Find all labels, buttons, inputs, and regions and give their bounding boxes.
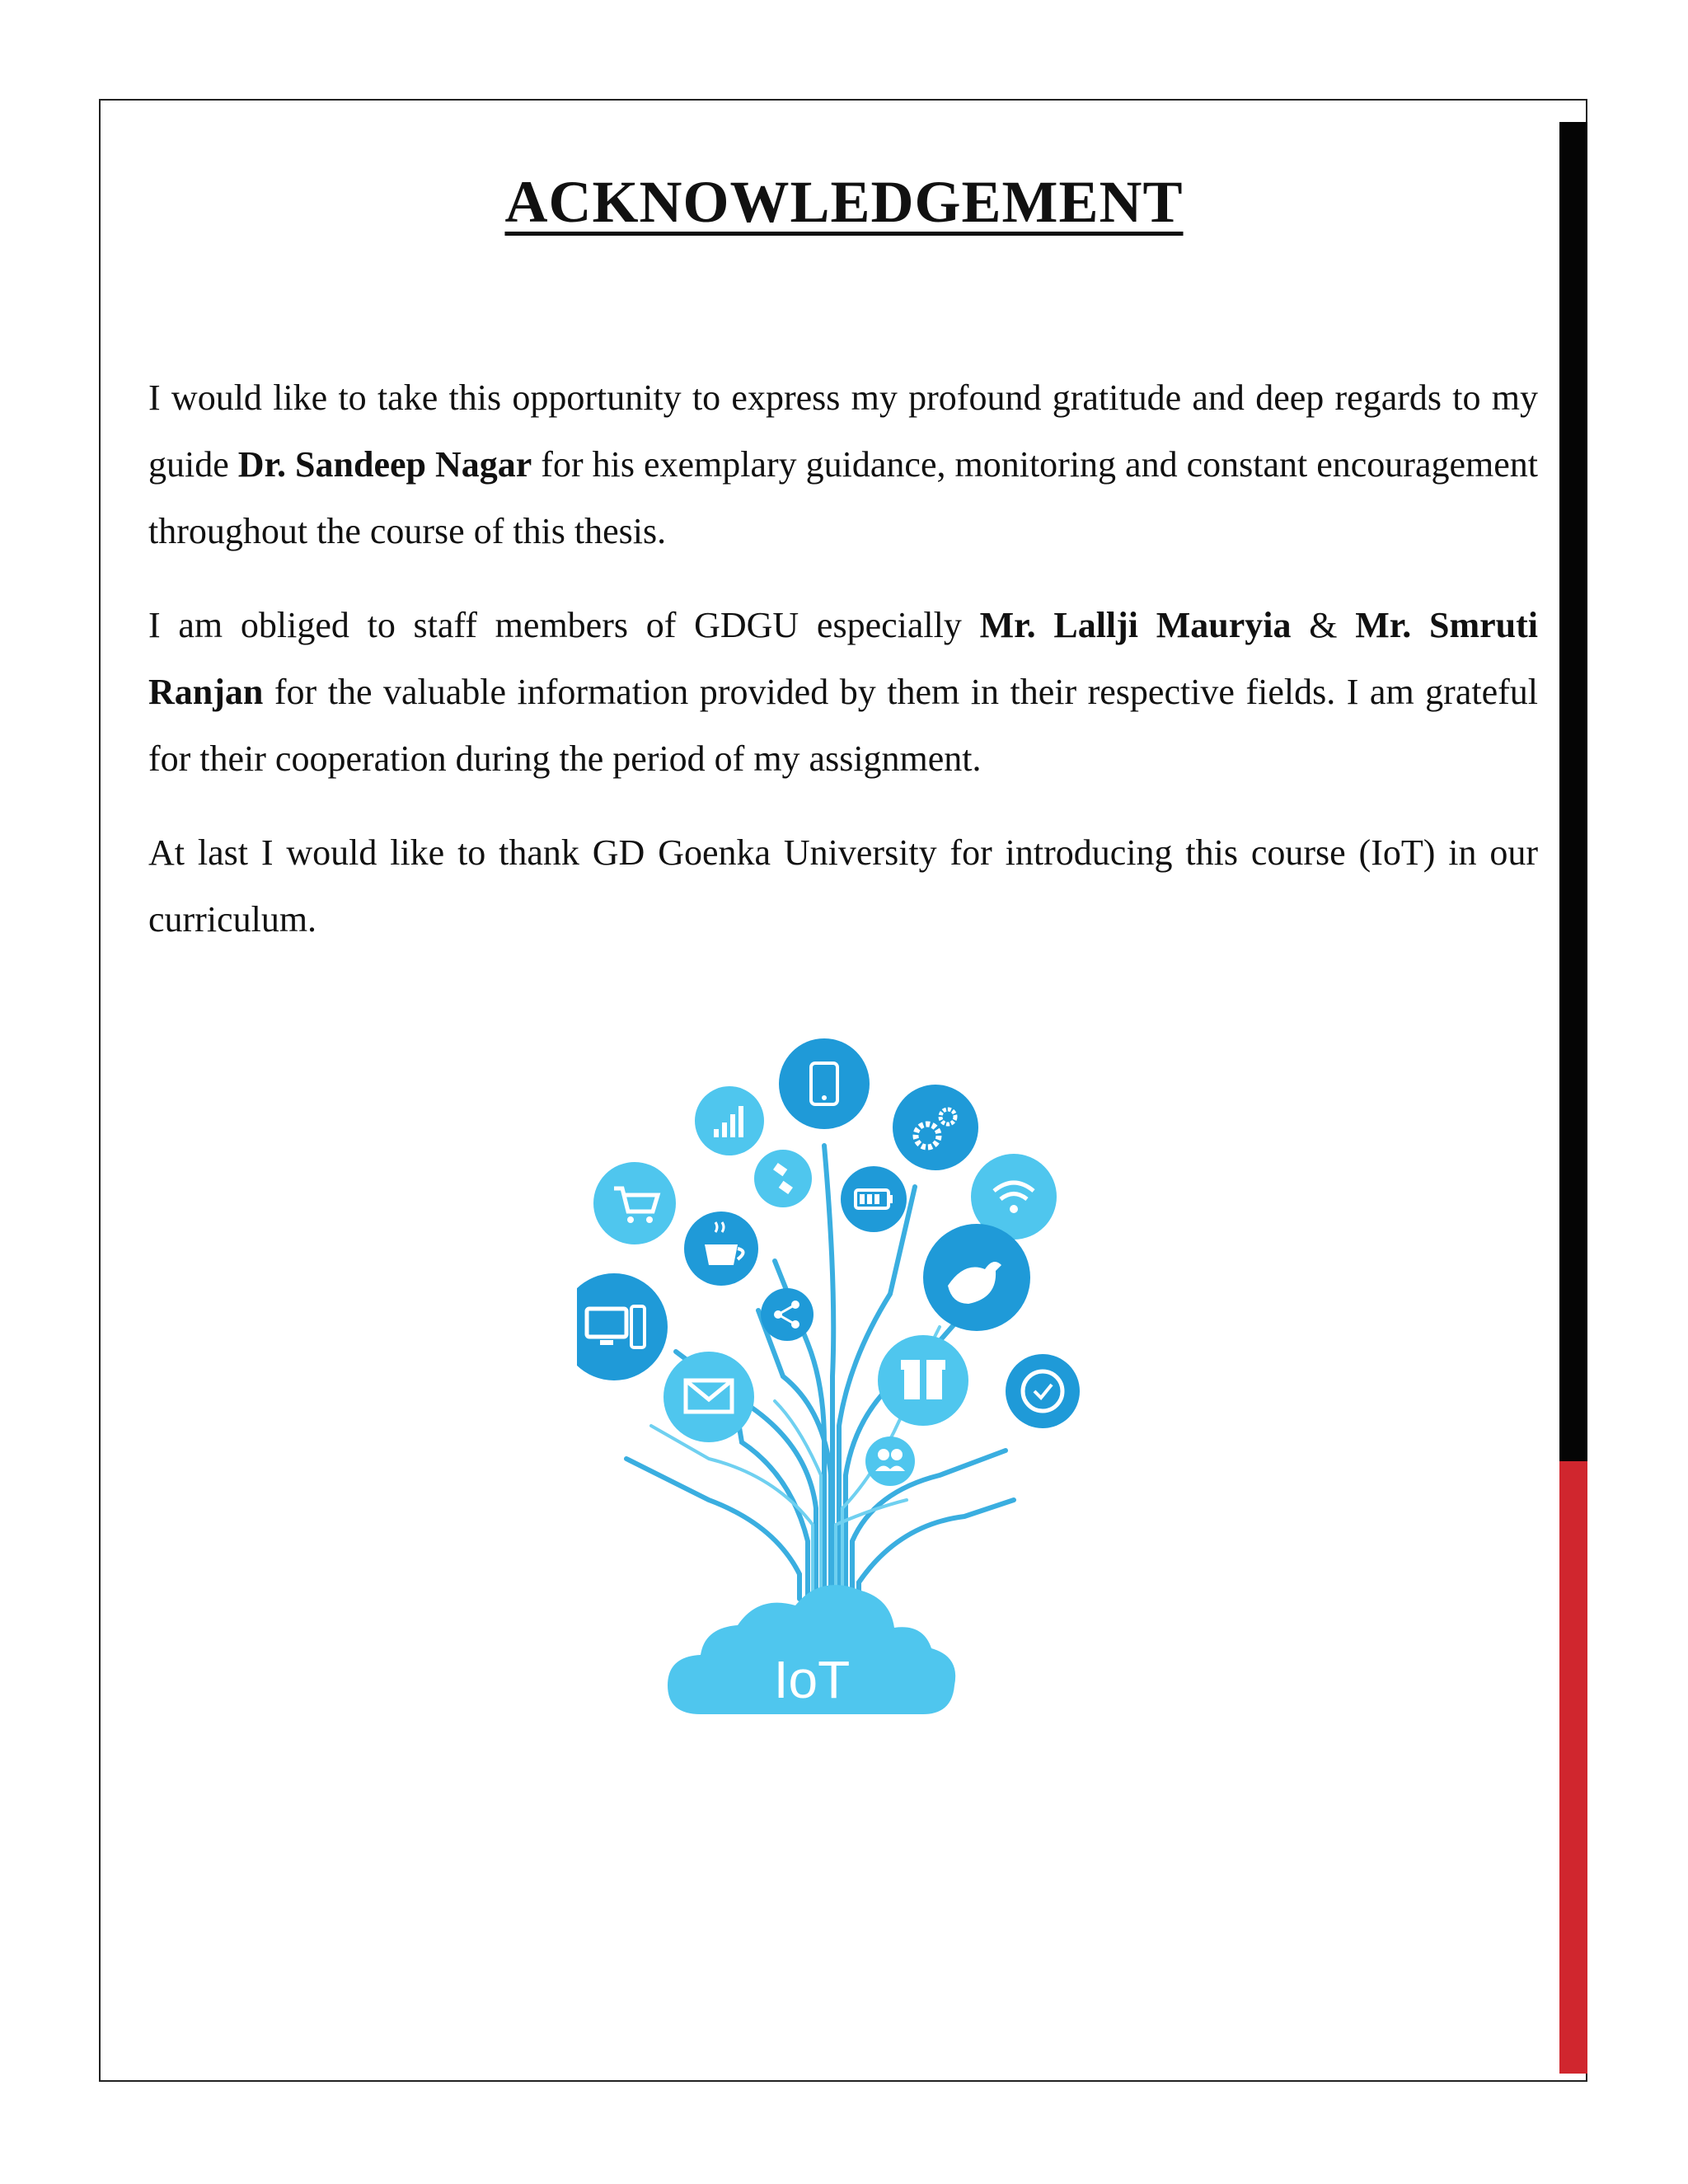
- text: &: [1291, 605, 1356, 645]
- paragraph-staff-thanks: [148, 592, 1538, 792]
- clock-icon: [1006, 1354, 1080, 1428]
- text: for his exemplary guidance, monitoring and constant encouragement throughout the course of this thesis.: [148, 444, 1538, 551]
- bar-chart-icon: [695, 1086, 764, 1155]
- smartphone-icon: [779, 1038, 870, 1129]
- page-title: [0, 168, 1688, 237]
- gears-icon: [893, 1085, 978, 1170]
- desktop-computer-icon: [577, 1273, 668, 1380]
- iot-label: IoT: [773, 1650, 851, 1709]
- cloud-icon: [668, 1585, 955, 1714]
- coffee-cup-icon: [684, 1212, 758, 1286]
- gift-icon: [878, 1335, 968, 1426]
- satellite-icon: [754, 1150, 812, 1207]
- text: At last I would like to thank GD Goenka University for introducing this course (IoT) in our curriculum.: [148, 832, 1538, 940]
- people-icon: [865, 1436, 915, 1486]
- battery-icon: [841, 1166, 907, 1232]
- side-bar-red: [1559, 1461, 1587, 2074]
- share-icon: [761, 1288, 814, 1341]
- iot-tree-illustration: [577, 1014, 1088, 1739]
- text: for the valuable information provided by them in their respective fields. I am grateful for their cooperation during the period of my assignment.: [148, 672, 1538, 779]
- title-text: ACKNOWLEDGEMENT: [504, 169, 1184, 235]
- mail-icon: [663, 1352, 754, 1442]
- paragraph-guide-thanks: [148, 364, 1538, 565]
- shopping-cart-icon: [593, 1162, 676, 1244]
- guide-name: Dr. Sandeep Nagar: [237, 444, 532, 485]
- paragraph-university-thanks: [148, 819, 1538, 953]
- staff-name: Mr. Smruti Ranjan: [148, 605, 1538, 712]
- staff-name: Mr. Lallji Mauryia: [979, 605, 1292, 645]
- side-bar-black: [1559, 122, 1587, 1461]
- bird-icon: [923, 1224, 1030, 1331]
- text: I would like to take this opportunity to express my profound gratitude and deep regards to my guide: [148, 377, 1538, 485]
- text: I am obliged to staff members of GDGU especially: [148, 605, 980, 645]
